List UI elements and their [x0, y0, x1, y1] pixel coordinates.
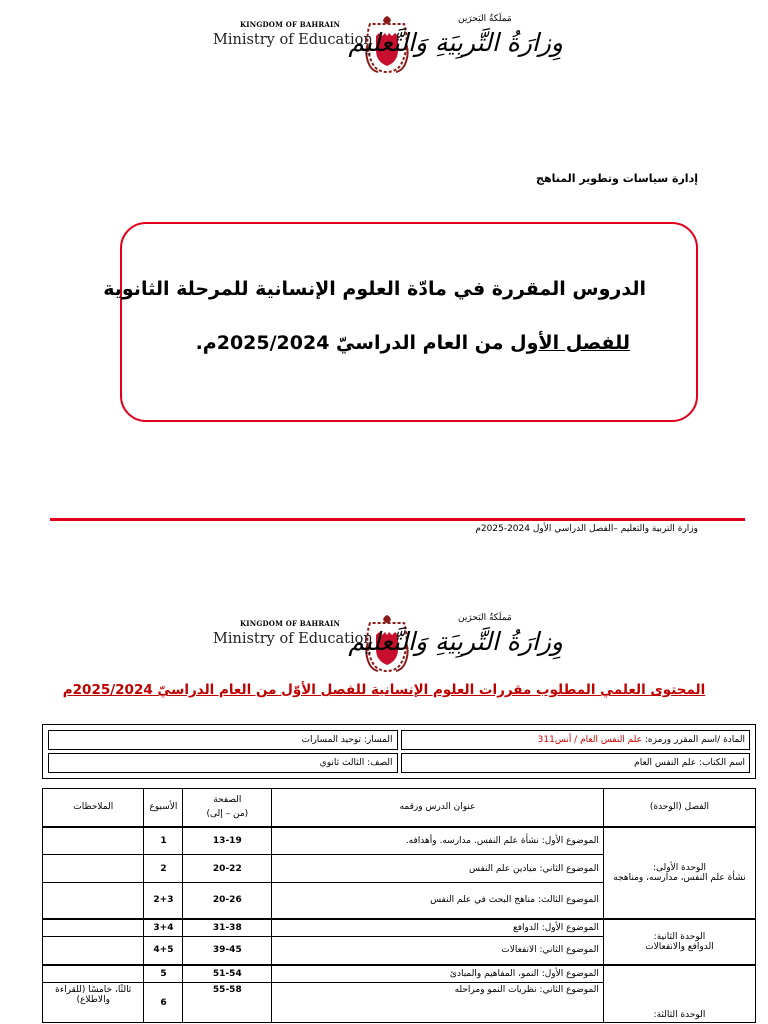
unit-name: الوحدة الثانية: — [653, 931, 706, 942]
unit-subtitle: نشأة علم النفس، مدارسه، ومناهجه — [613, 872, 746, 883]
title-line-2 — [196, 332, 630, 354]
ministry-name-en: Ministry of Education — [213, 32, 373, 48]
week-cell: 2+3 — [144, 883, 183, 919]
week-header: الأسبوع — [144, 789, 183, 827]
unit-header: الفصل (الوحدة) — [603, 789, 755, 827]
title-box — [103, 222, 698, 422]
notes-cell — [43, 965, 144, 983]
lesson-cell: الموضوع الثاني: ميادين علم النفس — [272, 855, 604, 883]
unit-name: الوحدة الأولى: — [652, 862, 706, 873]
page-cell: 51-54 — [183, 965, 272, 983]
notes-cell — [43, 883, 144, 919]
subject-label: المادة /اسم المقرر ورمزه: — [642, 735, 745, 745]
page-cell: 20-26 — [183, 883, 272, 919]
lesson-cell: الموضوع الثاني: الانفعالات — [272, 937, 604, 965]
table-row — [43, 965, 756, 983]
week-cell: 1 — [144, 827, 183, 855]
content-subtitle: المحتوى العلمي المطلوب مقررات العلوم الإنسانية للفصل الأوّل من العام الدراسيّ 2025/2024م — [62, 682, 706, 698]
notes-cell — [43, 827, 144, 855]
kingdom-label: KINGDOM OF BAHRAIN — [240, 20, 341, 29]
page-header-range: (من – إلى) — [206, 809, 249, 820]
ministry-name-ar: وِزارَةُ التَّربِيَةِ وَالتَّعليم — [348, 28, 563, 57]
notes-cell — [43, 855, 144, 883]
footer-divider — [50, 518, 745, 521]
page-cell: 55-58 — [183, 983, 272, 1023]
page-cell: 31-38 — [183, 919, 272, 937]
department-name: إدارة سياسات وتطوير المناهج — [536, 172, 698, 185]
ministry-name-en: Ministry of Education — [213, 631, 373, 647]
ministry-header — [200, 14, 570, 84]
ministry-ar-small: مَملَكةُ البَحرَين — [458, 613, 512, 623]
page-header-label: الصفحة — [213, 795, 242, 806]
track-cell: المسار: توحيد المسارات — [48, 730, 398, 750]
subject-cell — [401, 730, 751, 750]
week-cell: 4+5 — [144, 937, 183, 965]
subject-value: علم النفس العام / أنس311 — [537, 735, 643, 745]
page-two — [0, 560, 768, 1024]
table-header-row — [43, 789, 756, 827]
week-cell: 2 — [144, 855, 183, 883]
unit-cell — [603, 965, 755, 1023]
page-footer: وزارة التربية والتعليم –الفصل الدراسي الأول 2024-2025م — [475, 524, 698, 534]
title-year: من العام الدراسيّ 2025/2024م. — [195, 332, 511, 354]
book-cell: اسم الكتاب: علم النفس العام — [401, 753, 751, 773]
notes-cell: ثالثًا، خامسًا (للقراءة والاطلاع) — [43, 983, 144, 1023]
lesson-cell: الموضوع الثاني: نظريات النمو ومراحله — [272, 983, 604, 1023]
table-row — [43, 919, 756, 937]
table-row — [43, 827, 756, 855]
notes-cell — [43, 919, 144, 937]
title-term: للفصل الأول — [510, 332, 630, 354]
week-cell: 3+4 — [144, 919, 183, 937]
lesson-cell: الموضوع الأول: الدوافع — [272, 919, 604, 937]
page-cell: 13-19 — [183, 827, 272, 855]
lesson-cell: الموضوع الأول: النمو، المفاهيم والمبادئ — [272, 965, 604, 983]
page-cell: 39-45 — [183, 937, 272, 965]
notes-cell — [43, 937, 144, 965]
course-info-table — [45, 727, 753, 776]
kingdom-label: KINGDOM OF BAHRAIN — [240, 619, 341, 628]
course-info-box — [42, 724, 756, 779]
week-cell: 6 — [144, 983, 183, 1023]
lesson-header: عنوان الدرس ورقمه — [272, 789, 604, 827]
grade-cell: الصف: الثالث ثانوي — [48, 753, 398, 773]
week-cell: 5 — [144, 965, 183, 983]
ministry-header — [200, 613, 570, 683]
page-cell: 20-22 — [183, 855, 272, 883]
lessons-table — [42, 788, 756, 1023]
title-line-1: الدروس المقررة في مادّة العلوم الإنسانية للمرحلة الثانوية — [103, 278, 646, 300]
unit-subtitle: الدوافع والانفعالات — [645, 941, 714, 952]
lesson-cell: الموضوع الثالث: مناهج البحث في علم النفس — [272, 883, 604, 919]
notes-header: الملاحظات — [43, 789, 144, 827]
unit-name: الوحدة الثالثة: — [653, 1010, 706, 1020]
unit-cell — [603, 827, 755, 919]
unit-cell — [603, 919, 755, 965]
ministry-name-ar: وِزارَةُ التَّربِيَةِ وَالتَّعليم — [348, 627, 563, 656]
ministry-ar-small: مَملَكةُ البَحرَين — [458, 14, 512, 24]
page-header — [183, 789, 272, 827]
lesson-cell: الموضوع الأول: نشأة علم النفس. مدارسه. وأهدافه. — [272, 827, 604, 855]
